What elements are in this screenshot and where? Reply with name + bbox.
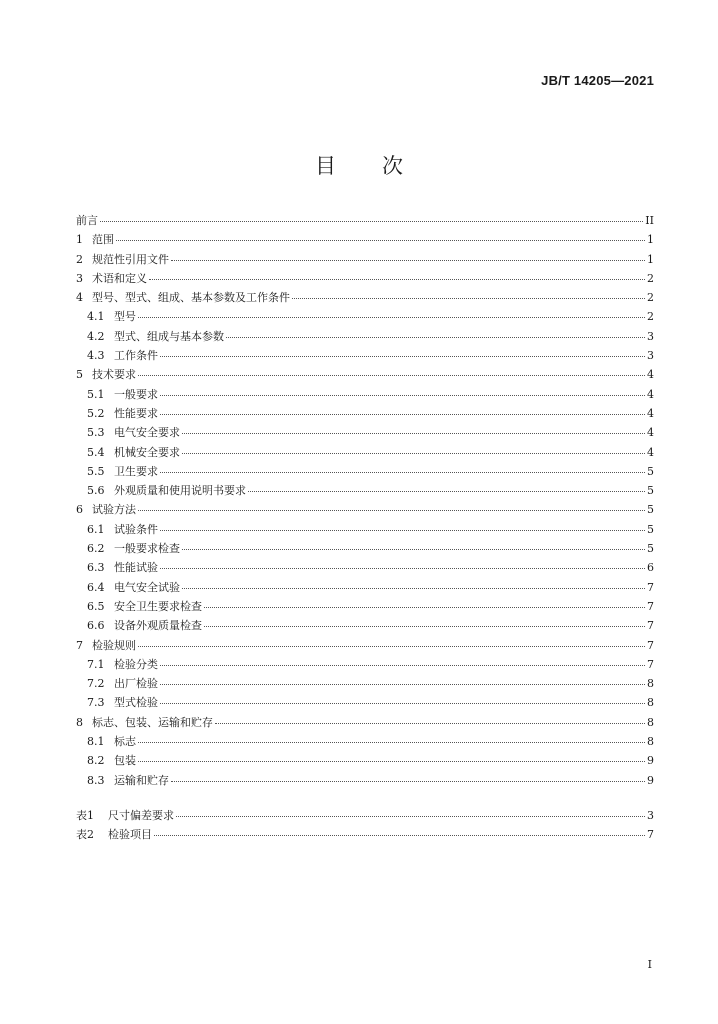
entry-page-number: 1 — [647, 233, 654, 247]
entry-page-number: 4 — [647, 387, 654, 401]
entry-page-number: 7 — [647, 599, 654, 613]
entry-title: 试验条件 — [114, 522, 158, 536]
dot-leader — [160, 355, 645, 357]
dot-leader — [204, 625, 645, 627]
entry-title: 出厂检验 — [114, 677, 158, 691]
entry-title: 范围 — [92, 233, 114, 247]
dot-leader — [182, 548, 645, 550]
entry-title: 工作条件 — [114, 349, 158, 363]
entry-page-number: 8 — [647, 735, 654, 749]
dot-leader — [171, 780, 645, 782]
entry-title: 型式、组成与基本参数 — [114, 329, 224, 343]
entry-page-number: 8 — [647, 677, 654, 691]
entry-number: 8.1 — [87, 735, 105, 749]
dot-leader — [138, 645, 645, 647]
entry-title: 安全卫生要求检查 — [114, 599, 202, 613]
entry-number: 5.3 — [87, 426, 105, 440]
toc-entry[interactable] — [76, 751, 654, 770]
page-number: I — [647, 958, 652, 971]
entry-page-number: 3 — [647, 349, 654, 363]
dot-leader — [116, 239, 645, 241]
entry-page-number: 5 — [647, 503, 654, 517]
entry-number: 3 — [76, 271, 83, 285]
dot-leader — [138, 316, 645, 318]
dot-leader — [292, 297, 645, 299]
toc-entry[interactable] — [76, 327, 654, 346]
entry-page-number: 5 — [647, 542, 654, 556]
entry-number: 6.3 — [87, 561, 105, 575]
entry-title: 检验分类 — [114, 657, 158, 671]
toc-entry[interactable] — [76, 288, 654, 307]
entry-page-number: 9 — [647, 773, 654, 787]
entry-number: 7.1 — [87, 657, 105, 671]
entry-number: 4 — [76, 291, 83, 305]
dot-leader — [182, 587, 645, 589]
entry-number: 6.1 — [87, 522, 105, 536]
toc-entry[interactable] — [76, 732, 654, 751]
dot-leader — [160, 529, 645, 531]
toc-entry[interactable] — [76, 825, 654, 844]
entry-page-number: 7 — [647, 657, 654, 671]
toc-entry[interactable] — [76, 616, 654, 635]
dot-leader — [100, 220, 643, 222]
entry-page-number: 7 — [647, 619, 654, 633]
entry-title: 检验项目 — [108, 828, 152, 842]
entry-number: 6.6 — [87, 619, 105, 633]
dot-leader — [204, 606, 645, 608]
toc-entry[interactable] — [76, 404, 654, 423]
entry-title: 卫生要求 — [114, 464, 158, 478]
entry-number: 5.4 — [87, 445, 105, 459]
toc-entry[interactable] — [76, 500, 654, 519]
toc-entry[interactable] — [76, 674, 654, 693]
entry-number: 8.3 — [87, 773, 105, 787]
entry-page-number: 5 — [647, 522, 654, 536]
dot-leader — [160, 413, 645, 415]
entry-number: 4.1 — [87, 310, 105, 324]
title-char-1: 目 — [315, 154, 336, 178]
entry-page-number: 7 — [647, 580, 654, 594]
entry-page-number: 7 — [647, 638, 654, 652]
entry-number: 1 — [76, 233, 83, 247]
dot-leader — [149, 278, 645, 280]
entry-page-number: 8 — [647, 696, 654, 710]
toc-entry[interactable] — [76, 481, 654, 500]
entry-number: 5.1 — [87, 387, 105, 401]
entry-title: 型式检验 — [114, 696, 158, 710]
entry-title: 标志、包装、运输和贮存 — [92, 715, 213, 729]
entry-number: 6 — [76, 503, 83, 517]
entry-title: 前言 — [76, 214, 98, 227]
dot-leader — [138, 509, 645, 511]
entry-title: 包装 — [114, 754, 136, 768]
toc-entry[interactable] — [76, 806, 654, 825]
entry-title: 检验规则 — [92, 638, 136, 652]
toc-entry[interactable] — [76, 771, 654, 790]
toc-entry[interactable] — [76, 211, 654, 230]
dot-leader — [215, 722, 645, 724]
dot-leader — [138, 741, 645, 743]
toc-entry[interactable] — [76, 693, 654, 712]
toc-entry[interactable] — [76, 230, 654, 249]
toc-entry[interactable] — [76, 597, 654, 616]
entry-number: 8 — [76, 715, 83, 729]
entry-title: 尺寸偏差要求 — [108, 809, 174, 822]
dot-leader — [154, 834, 645, 836]
toc-entry[interactable] — [76, 307, 654, 326]
entry-page-number: 2 — [647, 271, 654, 285]
dot-leader — [182, 452, 645, 454]
dot-leader — [176, 815, 645, 817]
entry-page-number: 4 — [647, 368, 654, 382]
entry-number: 7.3 — [87, 696, 105, 710]
entry-page-number: 4 — [647, 406, 654, 420]
toc-entry[interactable] — [76, 250, 654, 269]
dot-leader — [248, 490, 645, 492]
entry-title: 规范性引用文件 — [92, 252, 169, 266]
toc-entry[interactable] — [76, 462, 654, 481]
toc-entry[interactable] — [76, 365, 654, 384]
entry-title: 性能要求 — [114, 406, 158, 420]
entry-number: 4.2 — [87, 329, 105, 343]
entry-number: 5.5 — [87, 464, 105, 478]
entry-number: 4.3 — [87, 349, 105, 363]
entry-title: 术语和定义 — [92, 271, 147, 285]
entry-title: 机械安全要求 — [114, 445, 180, 459]
entry-page-number: 1 — [647, 252, 654, 266]
entry-number: 5.2 — [87, 406, 105, 420]
entry-page-number: 5 — [647, 464, 654, 478]
entry-number: 7.2 — [87, 677, 105, 691]
title-char-2: 次 — [382, 154, 403, 178]
entry-page-number: II — [645, 214, 654, 227]
entry-title: 设备外观质量检查 — [114, 619, 202, 633]
entry-number: 8.2 — [87, 754, 105, 768]
entry-title: 型号、型式、组成、基本参数及工作条件 — [92, 291, 290, 305]
standard-code: JB/T 14205—2021 — [541, 73, 654, 88]
toc-entry[interactable] — [76, 539, 654, 558]
entry-number: 2 — [76, 252, 83, 266]
dot-leader — [138, 760, 645, 762]
dot-leader — [160, 664, 645, 666]
entry-page-number: 4 — [647, 445, 654, 459]
entry-title: 技术要求 — [92, 368, 136, 382]
entry-page-number: 3 — [647, 809, 654, 822]
dot-leader — [182, 432, 645, 434]
entry-page-number: 8 — [647, 715, 654, 729]
entry-number: 6.5 — [87, 599, 105, 613]
entry-title: 运输和贮存 — [114, 773, 169, 787]
entry-title: 性能试验 — [114, 561, 158, 575]
entry-page-number: 2 — [647, 291, 654, 305]
table-of-contents — [76, 211, 654, 790]
entry-page-number: 9 — [647, 754, 654, 768]
page-title — [0, 150, 718, 180]
entry-page-number: 5 — [647, 484, 654, 498]
toc-entry[interactable] — [76, 558, 654, 577]
entry-page-number: 6 — [647, 561, 654, 575]
toc-entry[interactable] — [76, 269, 654, 288]
entry-title: 电气安全试验 — [114, 580, 180, 594]
entry-number: 7 — [76, 638, 83, 652]
entry-title: 外观质量和使用说明书要求 — [114, 484, 246, 498]
dot-leader — [138, 374, 645, 376]
entry-number: 表1 — [76, 809, 94, 822]
entry-number: 5.6 — [87, 484, 105, 498]
dot-leader — [160, 702, 645, 704]
dot-leader — [160, 471, 645, 473]
toc-entry[interactable] — [76, 520, 654, 539]
toc-entry[interactable] — [76, 346, 654, 365]
toc-entry[interactable] — [76, 423, 654, 442]
entry-title: 型号 — [114, 310, 136, 324]
list-of-tables — [76, 806, 654, 845]
toc-entry[interactable] — [76, 385, 654, 404]
dot-leader — [160, 394, 645, 396]
dot-leader — [171, 259, 645, 261]
entry-number: 6.2 — [87, 542, 105, 556]
entry-page-number: 7 — [647, 828, 654, 842]
entry-title: 一般要求检查 — [114, 542, 180, 556]
entry-title: 试验方法 — [92, 503, 136, 517]
entry-title: 电气安全要求 — [114, 426, 180, 440]
dot-leader — [160, 683, 645, 685]
entry-number: 5 — [76, 368, 83, 382]
toc-entry[interactable] — [76, 655, 654, 674]
entry-title: 一般要求 — [114, 387, 158, 401]
entry-number: 表2 — [76, 828, 94, 842]
entry-page-number: 4 — [647, 426, 654, 440]
dot-leader — [226, 336, 645, 338]
toc-entry[interactable] — [76, 578, 654, 597]
toc-entry[interactable] — [76, 713, 654, 732]
entry-title: 标志 — [114, 735, 136, 749]
entry-page-number: 3 — [647, 329, 654, 343]
toc-entry[interactable] — [76, 443, 654, 462]
entry-number: 6.4 — [87, 580, 105, 594]
entry-page-number: 2 — [647, 310, 654, 324]
toc-entry[interactable] — [76, 636, 654, 655]
dot-leader — [160, 567, 645, 569]
